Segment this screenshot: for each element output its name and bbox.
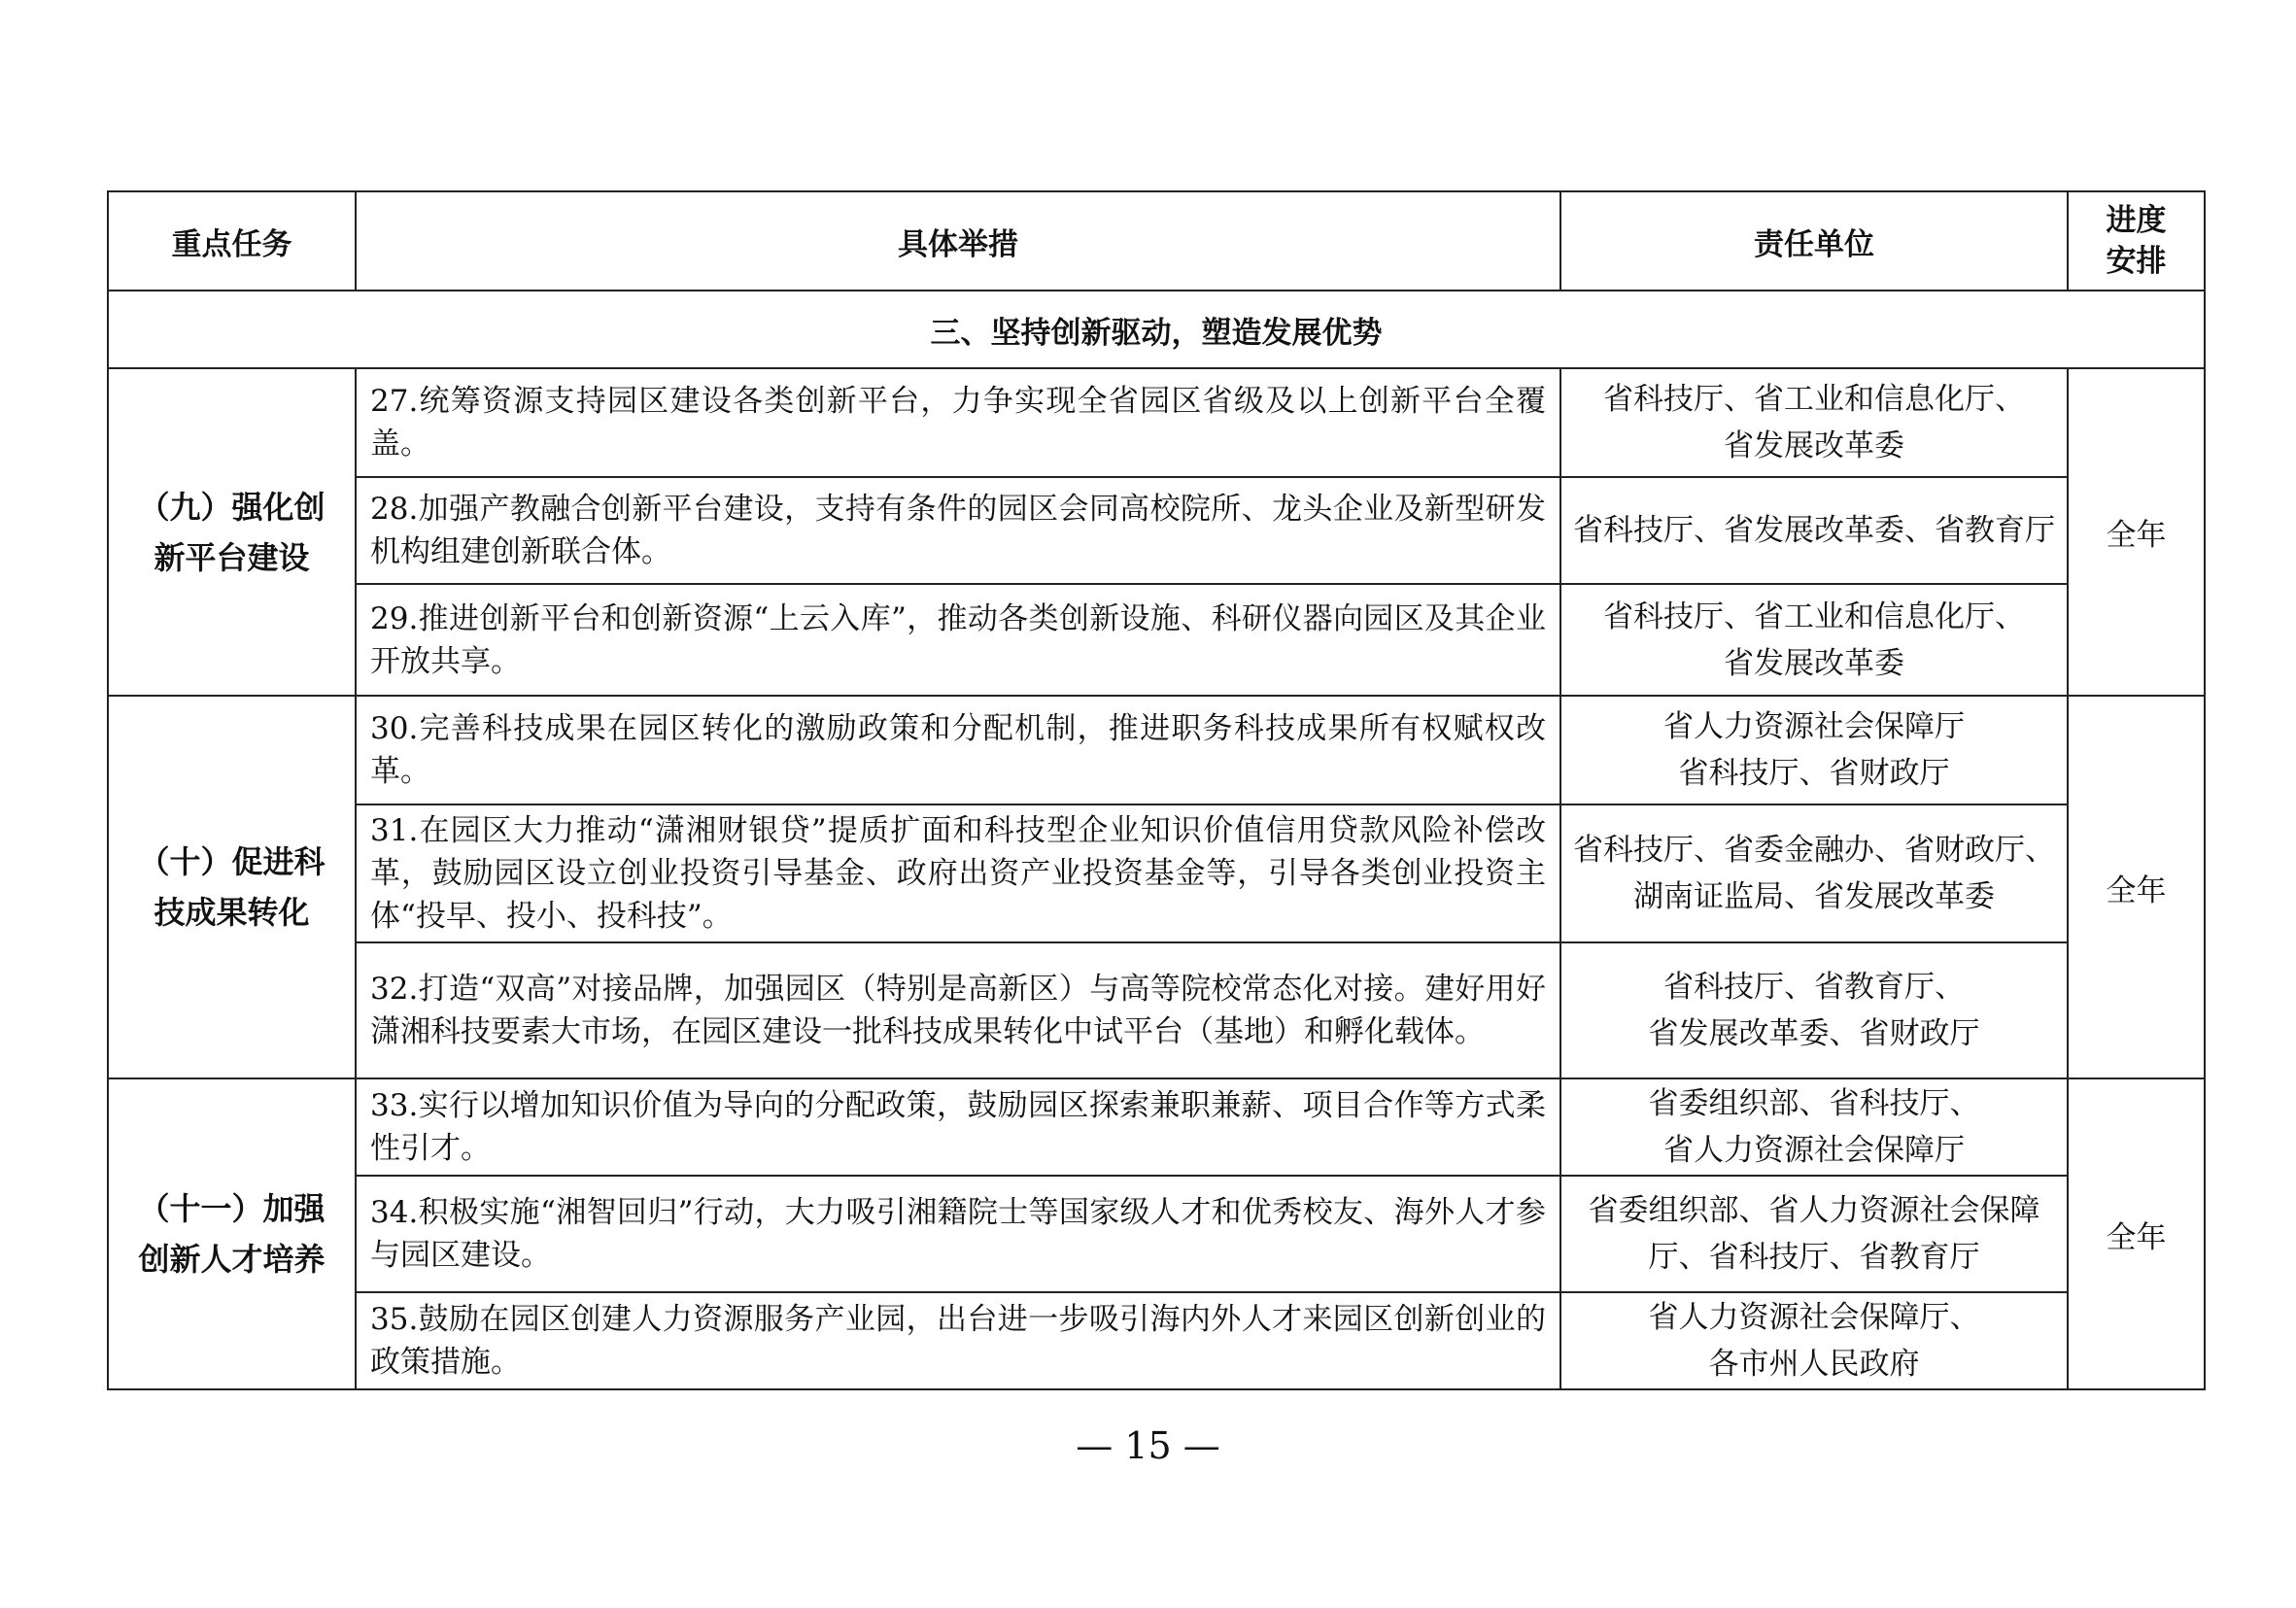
section-title: 三、坚持创新驱动，塑造发展优势 [108,291,2205,368]
measure-cell: 32.打造“双高”对接品牌，加强园区（特别是高新区）与高等院校常态化对接。建好用好潇湘科技要素大市场，在园区建设一批科技成果转化中试平台（基地）和孵化载体。 [356,942,1560,1078]
task-table [107,190,2206,1390]
measure-cell: 30.完善科技成果在园区转化的激励政策和分配机制，推进职务科技成果所有权赋权改革。 [356,696,1560,804]
header-task: 重点任务 [108,191,356,291]
measure-cell: 33.实行以增加知识价值为导向的分配政策，鼓励园区探索兼职兼薪、项目合作等方式柔性引才。 [356,1078,1560,1176]
unit-cell: 省科技厅、省发展改革委、省教育厅 [1560,477,2068,584]
unit-cell: 省科技厅、省委金融办、省财政厅、 湖南证监局、省发展改革委 [1560,804,2068,942]
table-row [108,942,2205,1078]
table-row [108,477,2205,584]
measure-cell: 29.推进创新平台和创新资源“上云入库”，推动各类创新设施、科研仪器向园区及其企业开放共享。 [356,584,1560,696]
progress-cell: 全年 [2068,1078,2205,1389]
table-row [108,584,2205,696]
unit-cell: 省人力资源社会保障厅、 各市州人民政府 [1560,1292,2068,1389]
header-unit: 责任单位 [1560,191,2068,291]
unit-cell: 省委组织部、省科技厅、 省人力资源社会保障厅 [1560,1078,2068,1176]
measure-cell: 34.积极实施“湘智回归”行动，大力吸引湘籍院士等国家级人才和优秀校友、海外人才参与园区建设。 [356,1176,1560,1292]
table-row [108,1292,2205,1389]
unit-cell: 省科技厅、省工业和信息化厅、 省发展改革委 [1560,584,2068,696]
measure-cell: 28.加强产教融合创新平台建设，支持有条件的园区会同高校院所、龙头企业及新型研发机构组建创新联合体。 [356,477,1560,584]
table-row [108,1176,2205,1292]
unit-cell: 省科技厅、省工业和信息化厅、 省发展改革委 [1560,368,2068,477]
header-progress: 进度 安排 [2068,191,2205,291]
task-cell: （十）促进科技成果转化 [108,696,356,1078]
progress-cell: 全年 [2068,696,2205,1078]
table-row [108,1078,2205,1176]
page-number: — 15 — [1076,1424,1220,1467]
unit-cell: 省人力资源社会保障厅 省科技厅、省财政厅 [1560,696,2068,804]
unit-cell: 省科技厅、省教育厅、 省发展改革委、省财政厅 [1560,942,2068,1078]
measure-cell: 27.统筹资源支持园区建设各类创新平台，力争实现全省园区省级及以上创新平台全覆盖。 [356,368,1560,477]
measure-cell: 31.在园区大力推动“潇湘财银贷”提质扩面和科技型企业知识价值信用贷款风险补偿改革，鼓励园区设立创业投资引导基金、政府出资产业投资基金等，引导各类创业投资主体“投早、投小、投科技”。 [356,804,1560,942]
table-header-row [108,191,2205,291]
measure-cell: 35.鼓励在园区创建人力资源服务产业园，出台进一步吸引海内外人才来园区创新创业的政策措施。 [356,1292,1560,1389]
table-row [108,804,2205,942]
table-row [108,696,2205,804]
table-row [108,368,2205,477]
unit-cell: 省委组织部、省人力资源社会保障 厅、省科技厅、省教育厅 [1560,1176,2068,1292]
progress-cell: 全年 [2068,368,2205,696]
section-row [108,291,2205,368]
task-cell: （十一）加强创新人才培养 [108,1078,356,1389]
header-measure: 具体举措 [356,191,1560,291]
task-cell: （九）强化创新平台建设 [108,368,356,696]
